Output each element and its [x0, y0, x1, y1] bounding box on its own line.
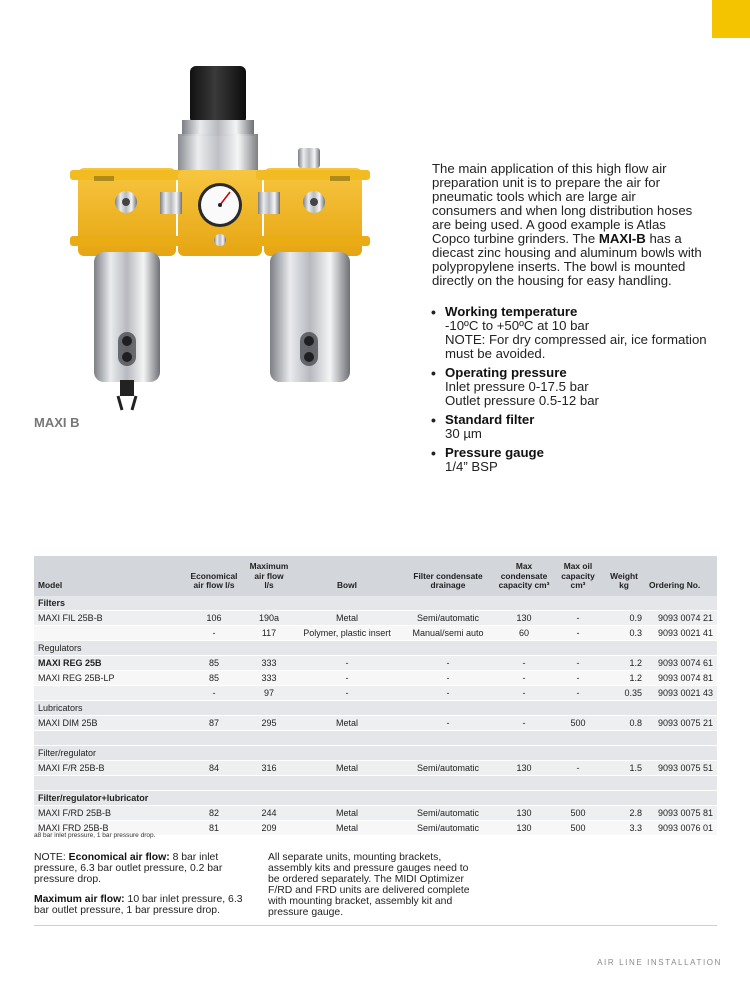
cell-cond: 130 — [494, 610, 554, 625]
table-row — [34, 805, 717, 820]
spec-title: • Standard filter — [445, 412, 535, 427]
cell-model: MAXI F/RD 25B-B — [34, 805, 182, 820]
cell-order: 9093 0021 43 — [646, 685, 717, 700]
table-footnote: a8 bar inlet pressure, 1 bar pressure drop. — [34, 832, 156, 839]
cell-econ: - — [182, 685, 246, 700]
maxi-b-unit-illustration — [60, 60, 380, 420]
cell-drain: Semi/automatic — [402, 610, 494, 625]
cell-cond: - — [494, 685, 554, 700]
corner-color-tab — [712, 0, 750, 38]
cell-drain: - — [402, 685, 494, 700]
cell-model: MAXI REG 25B — [34, 655, 182, 670]
intro-paragraph — [432, 162, 702, 288]
cell-max: 295 — [246, 715, 292, 730]
spacer-cell — [34, 775, 717, 790]
header-bowl: Bowl — [292, 556, 402, 596]
cell-max: 333 — [246, 655, 292, 670]
economical-flow-text: 8 bar inlet pressure, 6.3 bar outlet pressure, 0.2 bar pressure drop. — [34, 852, 223, 885]
header-ordering-no: Ordering No. — [646, 556, 717, 596]
spec-item — [430, 413, 730, 441]
cell-order: 9093 0075 21 — [646, 715, 717, 730]
cell-weight: 0.8 — [602, 715, 646, 730]
maximum-flow-text: 10 bar inlet pressure, 6.3 bar outlet pressure, 1 bar pressure drop. — [34, 894, 243, 916]
cell-econ: 87 — [182, 715, 246, 730]
cell-cond: - — [494, 715, 554, 730]
cell-max: 190a — [246, 610, 292, 625]
intro-product-name: MAXI-B — [598, 231, 646, 246]
cell-max: 316 — [246, 760, 292, 775]
cell-drain: Semi/automatic — [402, 805, 494, 820]
cell-weight: 0.9 — [602, 610, 646, 625]
spec-item — [430, 446, 730, 474]
cell-drain: Semi/automatic — [402, 820, 494, 835]
cell-weight: 1.5 — [602, 760, 646, 775]
cell-max: 209 — [246, 820, 292, 835]
cell-bowl: Metal — [292, 820, 402, 835]
spec-line: -10ºC to +50ºC at 10 bar — [445, 318, 590, 333]
cell-order: 9093 0074 81 — [646, 670, 717, 685]
maximum-flow-label: Maximum air flow: — [34, 894, 125, 905]
group-row — [34, 790, 717, 805]
cell-max: 117 — [246, 625, 292, 640]
cell-weight: 0.3 — [602, 625, 646, 640]
cell-weight: 1.2 — [602, 670, 646, 685]
spec-title: • Operating pressure — [445, 365, 567, 380]
cell-drain: - — [402, 670, 494, 685]
cell-drain: Manual/semi auto — [402, 625, 494, 640]
cell-cond: - — [494, 670, 554, 685]
footer-divider — [34, 925, 717, 926]
group-row — [34, 640, 717, 655]
cell-econ: 106 — [182, 610, 246, 625]
cell-weight: 2.8 — [602, 805, 646, 820]
spec-line: NOTE: For dry compressed air, ice formation must be avoided. — [445, 332, 707, 361]
spec-line: 1/4” BSP — [445, 459, 498, 474]
cell-weight: 3.3 — [602, 820, 646, 835]
cell-cond: 130 — [494, 760, 554, 775]
maximum-flow-note — [34, 894, 256, 916]
group-label: Filter/regulator+lubricator — [34, 790, 717, 805]
spacer-row — [34, 775, 717, 790]
note-prefix: NOTE: — [34, 852, 69, 863]
cell-econ: 81 — [182, 820, 246, 835]
group-row — [34, 745, 717, 760]
cell-econ: 82 — [182, 805, 246, 820]
cell-econ: - — [182, 625, 246, 640]
group-label: Filters — [34, 596, 717, 611]
cell-oil: - — [554, 610, 602, 625]
regulator-knob — [190, 66, 246, 124]
cell-cond: 130 — [494, 820, 554, 835]
header-drainage: Filter condensate drainage — [402, 556, 494, 596]
spec-list — [430, 305, 730, 479]
header-maximum-flow: Maximum air flow l/s — [246, 556, 292, 596]
economical-flow-note — [34, 852, 256, 885]
cell-cond: - — [494, 655, 554, 670]
footer-section-title: AIR LINE INSTALLATION — [597, 958, 722, 967]
cell-bowl: - — [292, 685, 402, 700]
cell-max: 244 — [246, 805, 292, 820]
cell-max: 333 — [246, 670, 292, 685]
cell-cond: 60 — [494, 625, 554, 640]
cell-model: MAXI DIM 25B — [34, 715, 182, 730]
cell-model: MAXI F/R 25B-B — [34, 760, 182, 775]
cell-cond: 130 — [494, 805, 554, 820]
cell-oil: 500 — [554, 715, 602, 730]
cell-econ: 85 — [182, 655, 246, 670]
spec-line: 30 µm — [445, 426, 482, 441]
header-economical-flow: Economical air flow l/s — [182, 556, 246, 596]
cell-bowl: - — [292, 655, 402, 670]
spec-item — [430, 305, 730, 361]
filter-bowl — [94, 252, 160, 410]
header-weight: Weight kg — [602, 556, 646, 596]
table-row — [34, 610, 717, 625]
table-row — [34, 685, 717, 700]
product-table — [34, 556, 717, 836]
cell-oil: 500 — [554, 805, 602, 820]
group-label: Lubricators — [34, 700, 717, 715]
table-row — [34, 655, 717, 670]
intro-text-end: has a diecast zinc housing and aluminum bowls with polypropylene inserts. The bowl is mounted directly on the housing for easy handling. — [432, 231, 702, 288]
spec-line: Outlet pressure 0.5-12 bar — [445, 393, 599, 408]
header-condensate-capacity: Max condensate capacity cm³ — [494, 556, 554, 596]
cell-bowl: Metal — [292, 760, 402, 775]
table-row — [34, 760, 717, 775]
cell-order: 9093 0021 41 — [646, 625, 717, 640]
cell-drain: Semi/automatic — [402, 760, 494, 775]
spec-line: Inlet pressure 0-17.5 bar — [445, 379, 589, 394]
cell-order: 9093 0074 61 — [646, 655, 717, 670]
cell-max: 97 — [246, 685, 292, 700]
table-header-row — [34, 556, 717, 596]
group-label: Filter/regulator — [34, 745, 717, 760]
spec-item — [430, 366, 730, 408]
cell-bowl: Metal — [292, 805, 402, 820]
cell-order: 9093 0075 81 — [646, 805, 717, 820]
header-model: Model — [34, 556, 182, 596]
lubricator-bowl — [270, 252, 350, 382]
cell-model — [34, 685, 182, 700]
ordering-note: All separate units, mounting brackets, assembly kits and pressure gauges need to be ordered separately. The MIDI Optimizer F/RD and FRD units are delivered complete with mounting bracket, assembly kit and pressure gauge. — [268, 852, 470, 918]
group-label: Regulators — [34, 640, 717, 655]
table-row — [34, 715, 717, 730]
cell-bowl: - — [292, 670, 402, 685]
regulator-housing — [178, 170, 262, 256]
cell-drain: - — [402, 715, 494, 730]
intro-text: The main application of this high flow air preparation unit is to prepare the air for pneumatic tools which are large air consumers and when long distribution hoses are being used. A good example is Atlas Copco turbine grinders. The — [432, 161, 693, 246]
cell-econ: 85 — [182, 670, 246, 685]
cell-bowl: Metal — [292, 610, 402, 625]
spec-title: • Working temperature — [445, 304, 578, 319]
cell-bowl: Polymer, plastic insert — [292, 625, 402, 640]
cell-oil: - — [554, 685, 602, 700]
cell-order: 9093 0074 21 — [646, 610, 717, 625]
cell-bowl: Metal — [292, 715, 402, 730]
cell-model: MAXI FRD 25B-B — [34, 820, 182, 835]
flow-notes — [34, 852, 256, 925]
cell-oil: - — [554, 655, 602, 670]
group-row — [34, 596, 717, 611]
cell-oil: - — [554, 760, 602, 775]
cell-model: MAXI FIL 25B-B — [34, 610, 182, 625]
spacer-row — [34, 730, 717, 745]
cell-model — [34, 625, 182, 640]
cell-oil: - — [554, 625, 602, 640]
cell-oil: - — [554, 670, 602, 685]
cell-weight: 0.35 — [602, 685, 646, 700]
group-row — [34, 700, 717, 715]
cell-order: 9093 0075 51 — [646, 760, 717, 775]
cell-weight: 1.2 — [602, 655, 646, 670]
cell-oil: 500 — [554, 820, 602, 835]
spacer-cell — [34, 730, 717, 745]
cell-model: MAXI REG 25B-LP — [34, 670, 182, 685]
header-oil-capacity: Max oil capacity cm³ — [554, 556, 602, 596]
cell-order: 9093 0076 01 — [646, 820, 717, 835]
cell-drain: - — [402, 655, 494, 670]
table-row — [34, 625, 717, 640]
cell-econ: 84 — [182, 760, 246, 775]
product-label: MAXI B — [34, 415, 80, 430]
spec-title: • Pressure gauge — [445, 445, 544, 460]
table-row — [34, 670, 717, 685]
economical-flow-label: Economical air flow: — [68, 852, 170, 863]
